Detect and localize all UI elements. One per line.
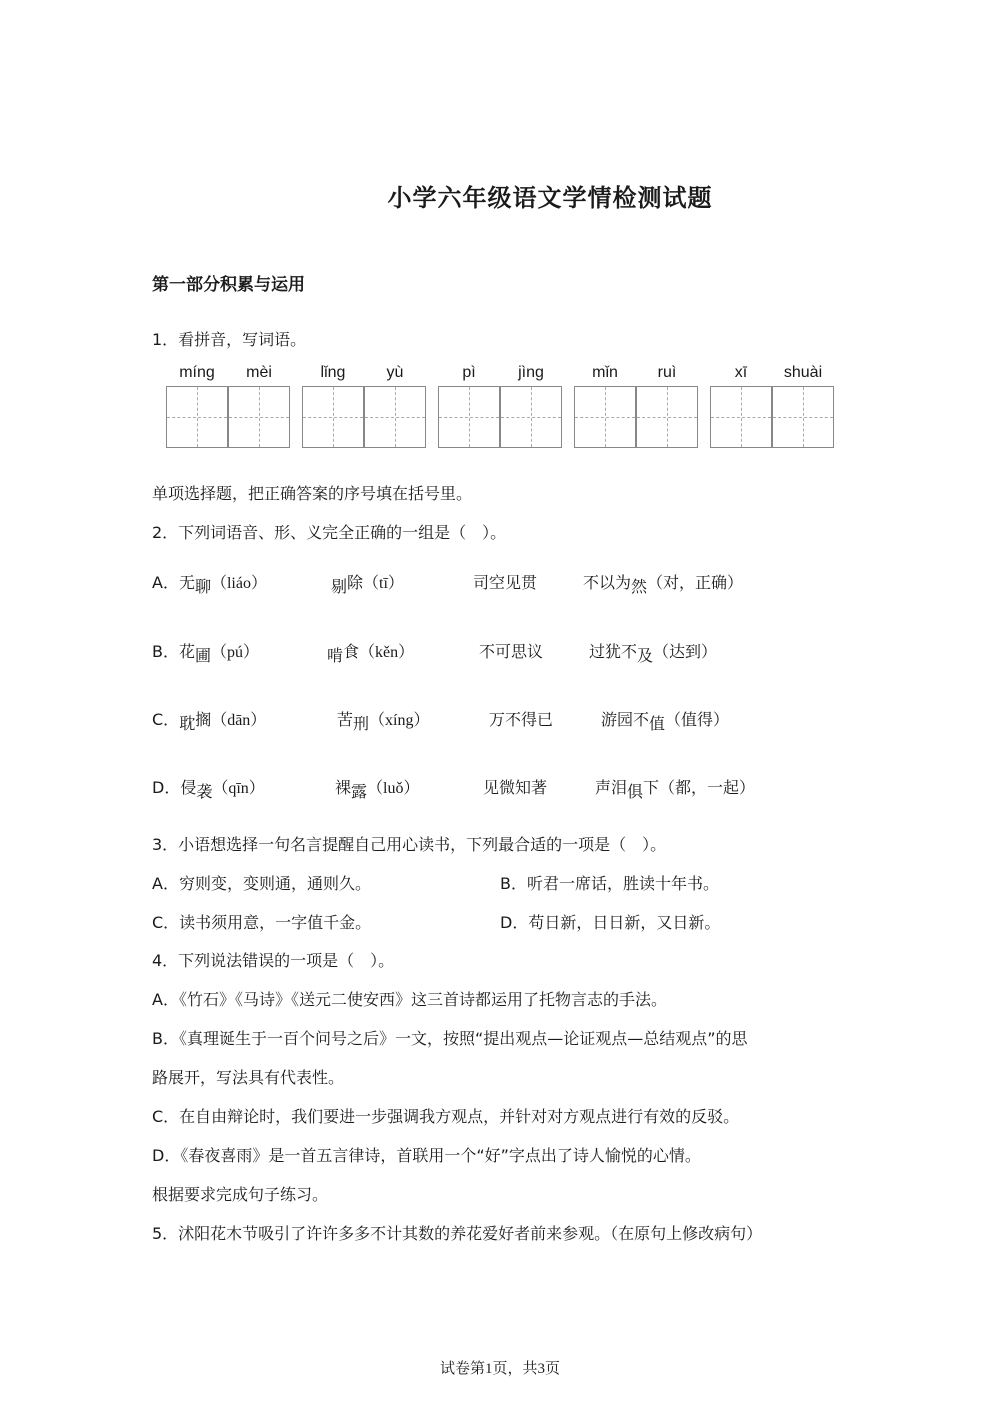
option-note: （值得）: [665, 710, 730, 729]
q2-option-d[interactable]: [152, 775, 265, 801]
pinyin-label: mǐn: [592, 364, 618, 381]
question-5-prompt: 5．沭阳花木节吸引了许许多多不计其数的养花爱好者前来参观。（在原句上修改病句）: [152, 1224, 763, 1243]
q2-option-c[interactable]: [152, 707, 267, 733]
writing-box[interactable]: [228, 386, 290, 448]
page-footer: 试卷第1页，共3页: [439, 1361, 560, 1377]
writing-box[interactable]: [438, 386, 500, 448]
q4-option-c[interactable]: C．在自由辩论时，我们要进一步强调我方观点，并针对对方观点进行有效的反驳。: [152, 1107, 740, 1126]
option-note: 除（tī）: [347, 575, 404, 592]
q2-option-c-word3: 万不得已: [489, 710, 554, 729]
option-char: 刑: [353, 714, 370, 733]
option-label: C．: [152, 710, 180, 729]
option-label: A．: [152, 573, 179, 592]
option-char: 值: [649, 714, 666, 733]
writing-box[interactable]: [636, 386, 698, 448]
option-char: 然: [631, 577, 648, 596]
q2-option-b[interactable]: [152, 639, 260, 665]
option-word: 不以为: [583, 573, 632, 592]
writing-box[interactable]: [302, 386, 364, 448]
option-word: 花: [178, 642, 195, 661]
option-note: （liáo）: [210, 575, 267, 592]
option-note: 下（都，一起）: [643, 778, 756, 797]
q2-option-b-word4: [589, 639, 718, 665]
pinyin-label: pì: [462, 364, 476, 381]
option-word: 游园不: [601, 710, 650, 729]
writing-box[interactable]: [500, 386, 562, 448]
pinyin-label: míng: [179, 364, 215, 381]
q2-option-d-word3: 见微知著: [483, 778, 548, 797]
writing-box[interactable]: [364, 386, 426, 448]
option-note: （达到）: [653, 642, 718, 661]
writing-box[interactable]: [574, 386, 636, 448]
q2-option-c-word4: [601, 707, 730, 733]
option-word: 裸: [335, 778, 352, 797]
q3-option-a[interactable]: A．穷则变，变则通，通则久。: [152, 874, 371, 893]
question-1-prompt: 1．看拼音，写词语。: [152, 330, 307, 349]
option-char: 聊: [194, 577, 211, 596]
writing-box[interactable]: [772, 386, 834, 448]
option-word: 无: [178, 573, 195, 592]
option-note: （qīn）: [212, 780, 265, 797]
q2-option-a-word4: [583, 570, 744, 596]
q2-option-c-word2: [337, 707, 430, 733]
option-char: 袭: [196, 782, 213, 801]
q4-option-b-continued: 路展开，写法具有代表性。: [152, 1068, 345, 1087]
pinyin-label: ruì: [657, 364, 677, 381]
option-char: 圃: [195, 646, 212, 665]
q3-option-b[interactable]: B．听君一席话，胜读十年书。: [500, 874, 719, 893]
q4-option-d[interactable]: D．《春夜喜雨》是一首五言律诗，首联用一个“好”字点出了诗人愉悦的心情。: [152, 1146, 701, 1165]
option-note: （luǒ）: [367, 780, 420, 797]
pinyin-label: lǐng: [320, 364, 346, 381]
option-char: 啃: [327, 646, 344, 665]
option-label: B．: [152, 642, 179, 661]
instruction-single-choice: 单项选择题，把正确答案的序号填在括号里。: [152, 484, 473, 503]
option-word: 苦: [337, 710, 354, 729]
q2-option-a[interactable]: [152, 570, 267, 596]
option-char: 俱: [627, 782, 644, 801]
option-note: （pú）: [211, 644, 260, 661]
option-char: 露: [351, 782, 368, 801]
q2-option-b-word2: [327, 639, 415, 665]
option-note: （对，正确）: [647, 573, 744, 592]
pinyin-label: shuài: [783, 364, 823, 381]
q3-option-c[interactable]: C．读书须用意，一字值千金。: [152, 913, 372, 932]
q3-option-d[interactable]: D．苟日新，日日新，又日新。: [500, 913, 721, 932]
section-heading: 第一部分积累与运用: [152, 275, 305, 295]
option-char: 耽: [179, 714, 196, 733]
question-2-prompt: 2．下列词语音、形、义完全正确的一组是（ ）。: [152, 523, 507, 542]
option-char: 剔: [331, 577, 348, 596]
pinyin-label: jìng: [518, 364, 544, 381]
q2-option-d-word4: [595, 775, 756, 801]
q2-option-a-word2: [331, 570, 404, 596]
option-note: （xíng）: [369, 712, 430, 729]
q2-option-b-word3: 不可思议: [479, 642, 544, 661]
page-title: 小学六年级语文学情检测试题: [387, 184, 713, 212]
option-word: 声泪: [595, 778, 628, 797]
question-3-prompt: 3．小语想选择一句名言提醒自己用心读书，下列最合适的一项是（ ）。: [152, 835, 667, 854]
writing-box[interactable]: [710, 386, 772, 448]
pinyin-label: xī: [734, 364, 748, 381]
instruction-sentence-practice: 根据要求完成句子练习。: [152, 1185, 329, 1204]
option-char: 及: [637, 646, 654, 665]
option-label: D．: [152, 778, 181, 797]
writing-box[interactable]: [166, 386, 228, 448]
option-word: 侵: [180, 778, 197, 797]
option-note: 食（kěn）: [343, 644, 415, 661]
q2-option-d-word2: [335, 775, 420, 801]
option-word: 过犹不: [589, 642, 638, 661]
pinyin-label: yù: [386, 364, 404, 381]
option-note: 搁（dān）: [195, 712, 267, 729]
q4-option-b[interactable]: B．《真理诞生于一百个问号之后》一文，按照“提出观点—论证观点—总结观点”的思: [152, 1029, 748, 1048]
q2-option-a-word3: 司空见贯: [473, 573, 538, 592]
q4-option-a[interactable]: A．《竹石》《马诗》《送元二使安西》这三首诗都运用了托物言志的手法。: [152, 990, 667, 1009]
question-4-prompt: 4．下列说法错误的一项是（ ）。: [152, 951, 395, 970]
pinyin-label: mèi: [246, 364, 272, 381]
